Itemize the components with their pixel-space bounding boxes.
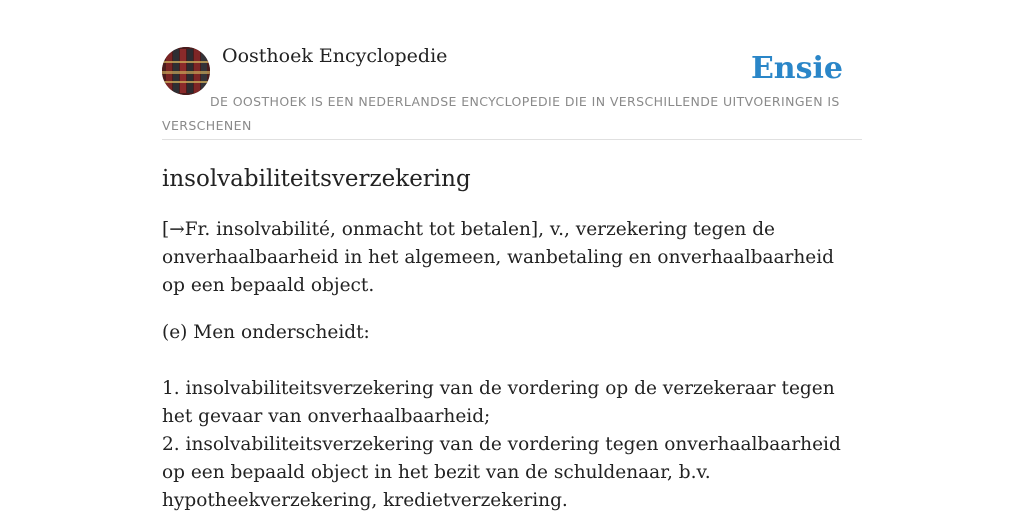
avatar[interactable]: [162, 47, 210, 95]
article-title: insolvabiliteitsverzekering: [162, 166, 471, 192]
page: [162, 0, 862, 511]
site-tagline: DE OOSTHOEK IS EEN NEDERLANDSE ENCYCLOPEDIE DIE IN VERSCHILLENDE UITVOERINGEN IS VERSCHENEN: [162, 94, 840, 133]
list-item: 1. insolvabiliteitsverzekering van de vordering op de verzekeraar tegen het gevaar van onverhaalbaarheid;: [162, 378, 835, 427]
site-header: [162, 0, 862, 140]
ensie-logo-link[interactable]: Ensie: [750, 51, 843, 86]
article-intro: (e) Men onderscheidt:: [162, 322, 370, 343]
list-item: 2. insolvabiliteitsverzekering van de vordering tegen onverhaalbaarheid op een bepaald object in het bezit van de schuldenaar, b.v. hypotheekverzekering, kredietverzekering.: [162, 434, 841, 511]
article: [162, 162, 862, 511]
book-spines-icon: [162, 47, 210, 95]
article-list: [162, 375, 862, 512]
article-definition: [→Fr. insolvabilité, onmacht tot betalen], v., verzekering tegen de onverhaalbaarheid in het algemeen, wanbetaling en onverhaalbaarheid op een bepaald object.: [162, 219, 834, 296]
site-title-link[interactable]: Oosthoek Encyclopedie: [222, 45, 448, 67]
